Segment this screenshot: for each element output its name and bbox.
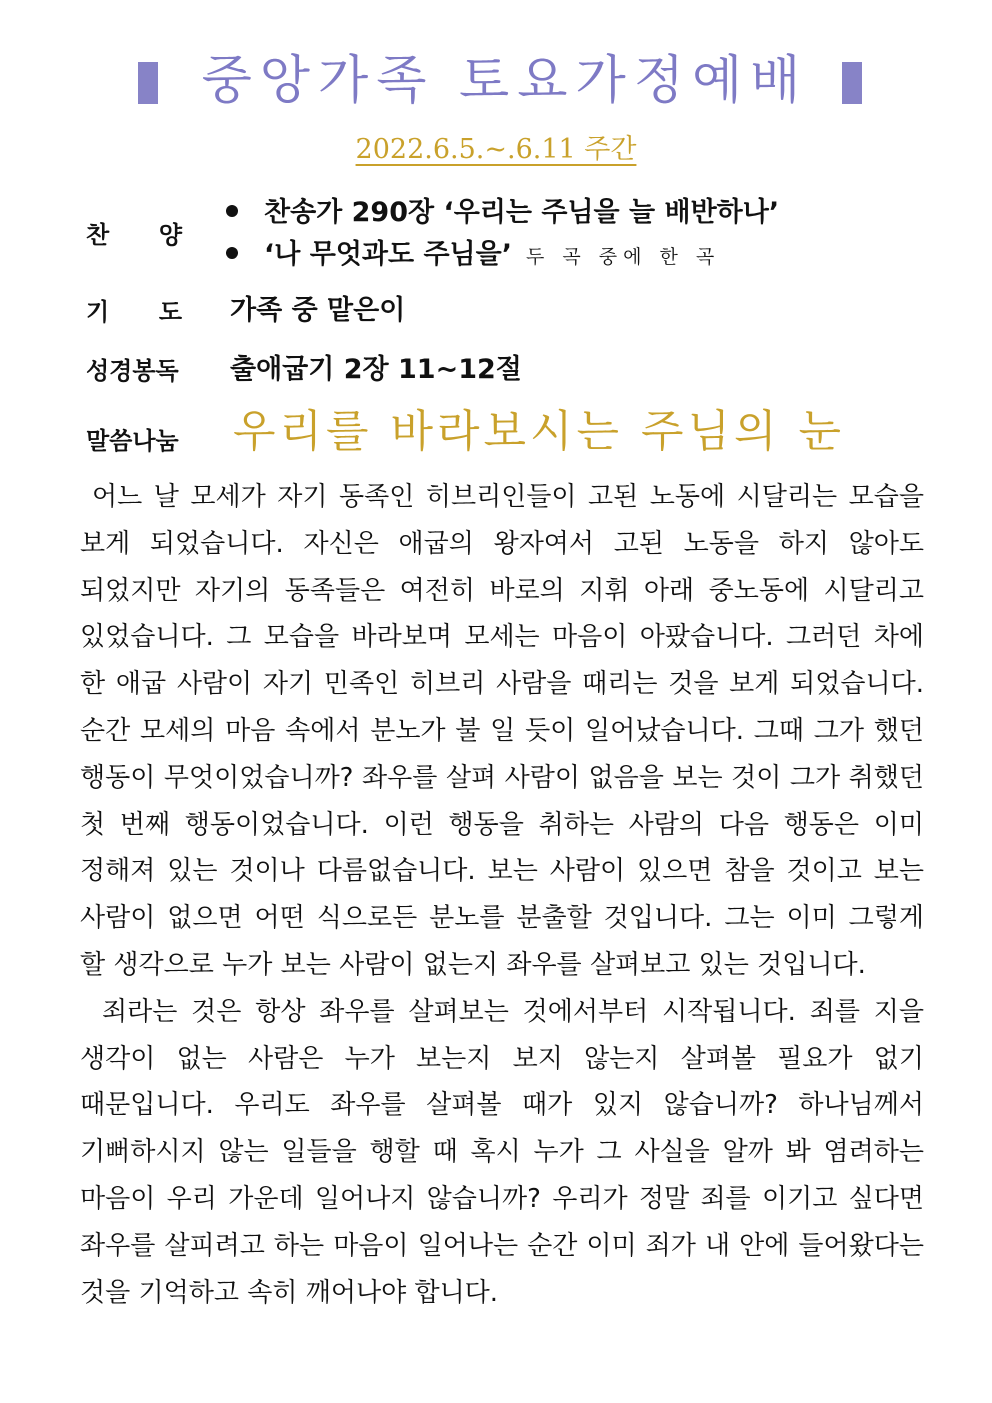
- body-paragraph: 어느 날 모세가 자기 동족인 히브리인들이 고된 노동에 시달리는 모습을 보게 되었습니다. 자신은 애굽의 왕자여서 고된 노동을 하지 않아도 되었지만 자기의 동족들은 여전히 바로의 지휘 아래 중노동에 시달리고 있었습니다. 그 모습을 바라보며 모세는 마음이 아팠습니다. 그러던 차에 한 애굽 사람이 자기 민족인 히브리 사람을 때리는 것을 보게 되었습니다. 순간 모세의 마음 속에서 분노가 불 일 듯이 일어났습니다. 그때 그가 했던 행동이 무엇이었습니까? 좌우를 살펴 사람이 없음을 보는 것이 그가 취했던 첫 번째 행동이었습니다. 이런 행동을 취하는 사람의 다음 행동은 이미 정해져 있는 것이나 다름없습니다. 보는 사람이 있으면 참을 것이고 보는 사람이 없으면 어떤 식으로든 분노를 분출할 것입니다. 그는 이미 그렇게 할 생각으로 누가 보는 사람이 없는지 좌우를 살펴보고 있는 것입니다.: [80, 482, 924, 980]
- page-title: 중앙가족 토요가정예배: [201, 51, 809, 111]
- sermon-label: 말씀나눔: [86, 427, 179, 455]
- prayer-label-left: 기: [86, 298, 110, 326]
- hymn-item: [226, 192, 779, 234]
- hymn-title: ‘나 무엇과도 주님을’: [264, 239, 512, 270]
- prayer-label-right: 도: [158, 298, 182, 326]
- praise-label-right: 양: [158, 221, 182, 249]
- title-bar-left-decoration: [138, 62, 158, 104]
- bullet-icon: [226, 205, 238, 217]
- date-range: 2022.6.5.~.6.11 주간: [355, 134, 637, 165]
- praise-label: [86, 215, 182, 250]
- prayer-value: 가족 중 맡은이: [230, 295, 406, 326]
- hymn-title: 찬송가 290장 ‘우리는 주님을 늘 배반하나’: [264, 197, 780, 228]
- scripture-label: 성경봉독: [86, 357, 179, 385]
- hymn-item: [226, 234, 779, 276]
- praise-label-left: 찬: [86, 221, 110, 249]
- bullet-icon: [226, 247, 238, 259]
- scripture-value: 출애굽기 2장 11~12절: [230, 354, 522, 385]
- sermon-title: 우리를 바라보시는 주님의 눈: [233, 406, 846, 457]
- page-header: [0, 48, 992, 118]
- date-range-line: [0, 130, 992, 170]
- prayer-label: [86, 292, 182, 327]
- hymn-note: 두 곡 중에 한 곡: [525, 246, 721, 268]
- sermon-body: [80, 474, 924, 1316]
- title-bar-right-decoration: [842, 62, 862, 104]
- body-paragraph: 죄라는 것은 항상 좌우를 살펴보는 것에서부터 시작됩니다. 죄를 지을 생각이 없는 사람은 누가 보는지 보지 않는지 살펴볼 필요가 없기 때문입니다. 우리도 좌우를 살펴볼 때가 있지 않습니까? 하나님께서 기뻐하시지 않는 일들을 행할 때 혹시 누가 그 사실을 알까 봐 염려하는 마음이 우리 가운데 일어나지 않습니까? 우리가 정말 죄를 이기고 싶다면 좌우를 살피려고 하는 마음이 일어나는 순간 이미 죄가 내 안에 들어왔다는 것을 기억하고 속히 깨어나야 합니다.: [80, 996, 924, 1308]
- hymn-list: [226, 192, 779, 276]
